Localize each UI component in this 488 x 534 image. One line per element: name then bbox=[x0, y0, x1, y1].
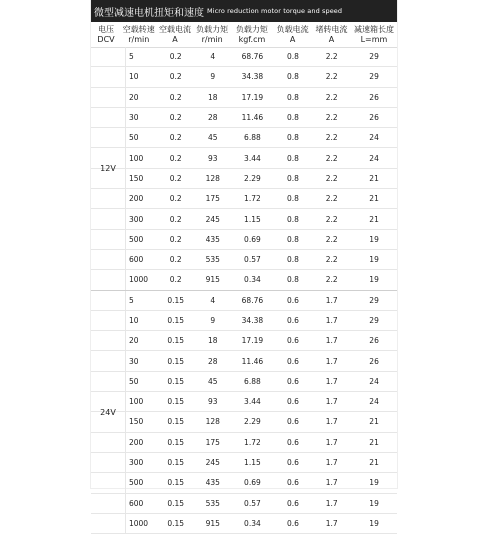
cell-load-current: 0.8 bbox=[286, 133, 299, 143]
cell-no-load-speed: 5 bbox=[128, 52, 134, 62]
cell-no-load-current: 0.2 bbox=[169, 133, 182, 143]
cell-no-load-current: 0.2 bbox=[169, 194, 182, 204]
cell-gearbox-length: 26 bbox=[369, 356, 379, 366]
cell-load-torque: 6.88 bbox=[244, 133, 261, 143]
cell-gearbox-length: 26 bbox=[369, 336, 379, 346]
cell-load-torque: 34.38 bbox=[241, 316, 264, 325]
cell-load-current: 0.6 bbox=[286, 336, 299, 346]
cell-gearbox-length: 21 bbox=[369, 173, 379, 183]
cell-no-load-current: 0.15 bbox=[167, 295, 185, 305]
cell-no-load-current: 0.15 bbox=[167, 316, 185, 325]
table-row bbox=[91, 209, 397, 229]
cell-load-torque: 3.44 bbox=[244, 153, 261, 163]
cell-load-current: 0.8 bbox=[286, 255, 299, 265]
cell-stall-current: 1.7 bbox=[325, 518, 338, 528]
cell-load-torque: 1.72 bbox=[244, 194, 261, 204]
table-row bbox=[91, 433, 397, 453]
cell-gearbox-length: 21 bbox=[369, 214, 379, 224]
cell-load-torque: 11.46 bbox=[241, 113, 264, 123]
cell-no-load-current: 0.15 bbox=[167, 478, 185, 488]
cell-load-current: 0.6 bbox=[286, 478, 299, 488]
cell-stall-current: 1.7 bbox=[325, 316, 338, 325]
cell-load-current: 0.8 bbox=[286, 153, 299, 163]
table-row bbox=[91, 128, 397, 148]
cell-load-current: 0.8 bbox=[286, 173, 299, 183]
table-row bbox=[91, 412, 397, 432]
cell-no-load-speed: 100 bbox=[128, 153, 144, 163]
cell-stall-current: 2.2 bbox=[325, 52, 338, 62]
cell-load-current: 0.6 bbox=[286, 356, 299, 366]
cell-stall-current: 2.2 bbox=[325, 194, 338, 204]
cell-no-load-current: 0.2 bbox=[169, 52, 182, 62]
cell-load-speed: 9 bbox=[210, 72, 216, 82]
cell-load-current: 0.8 bbox=[286, 214, 299, 224]
table-row bbox=[91, 372, 397, 392]
cell-gearbox-length: 26 bbox=[369, 92, 379, 102]
table-row bbox=[91, 169, 397, 189]
cell-load-speed: 915 bbox=[205, 275, 220, 285]
cell-load-speed: 435 bbox=[205, 234, 220, 244]
cell-load-torque: 1.15 bbox=[244, 214, 261, 224]
cell-stall-current: 1.7 bbox=[325, 437, 338, 447]
cell-load-current: 0.6 bbox=[286, 518, 299, 528]
cell-load-speed: 435 bbox=[205, 478, 220, 488]
voltage-divider bbox=[125, 291, 126, 534]
cell-gearbox-length: 19 bbox=[369, 498, 379, 508]
table-row bbox=[91, 270, 397, 290]
cell-stall-current: 2.2 bbox=[325, 133, 338, 143]
cell-no-load-speed: 600 bbox=[128, 498, 144, 508]
cell-load-current: 0.6 bbox=[286, 498, 299, 508]
title-chinese: 微型减速电机扭矩和速度 bbox=[94, 7, 204, 19]
cell-stall-current: 2.2 bbox=[325, 113, 338, 123]
cell-load-speed: 45 bbox=[207, 376, 218, 386]
cell-gearbox-length: 29 bbox=[369, 52, 379, 62]
cell-load-torque: 11.46 bbox=[241, 356, 264, 366]
cell-gearbox-length: 19 bbox=[369, 255, 379, 265]
cell-load-current: 0.8 bbox=[286, 113, 299, 123]
cell-load-speed: 535 bbox=[205, 498, 220, 508]
cell-no-load-speed: 1000 bbox=[128, 518, 149, 528]
cell-gearbox-length: 19 bbox=[369, 518, 379, 528]
cell-no-load-speed: 50 bbox=[128, 376, 139, 386]
table-row bbox=[91, 392, 397, 412]
cell-load-torque: 0.57 bbox=[244, 255, 261, 265]
cell-load-current: 0.6 bbox=[286, 417, 299, 427]
table-row bbox=[91, 88, 397, 108]
cell-gearbox-length: 19 bbox=[369, 234, 379, 244]
cell-gearbox-length: 19 bbox=[369, 275, 379, 285]
cell-load-current: 0.8 bbox=[286, 72, 299, 82]
cell-stall-current: 1.7 bbox=[325, 295, 338, 305]
table-row bbox=[91, 453, 397, 473]
cell-load-torque: 68.76 bbox=[241, 52, 264, 62]
cell-no-load-current: 0.2 bbox=[169, 214, 182, 224]
header-gearbox-length: 减速箱长度 L=mm bbox=[353, 25, 394, 44]
cell-no-load-speed: 50 bbox=[128, 133, 139, 143]
cell-load-current: 0.8 bbox=[286, 234, 299, 244]
cell-stall-current: 1.7 bbox=[325, 356, 338, 366]
cell-stall-current: 1.7 bbox=[325, 397, 338, 407]
table-body bbox=[91, 47, 397, 534]
table-row bbox=[91, 473, 397, 493]
table-row bbox=[91, 148, 397, 168]
cell-load-torque: 17.19 bbox=[241, 92, 264, 102]
cell-no-load-speed: 500 bbox=[128, 478, 144, 488]
cell-stall-current: 2.2 bbox=[325, 234, 338, 244]
cell-load-speed: 915 bbox=[205, 518, 220, 528]
cell-load-current: 0.8 bbox=[286, 275, 299, 285]
cell-no-load-speed: 200 bbox=[128, 437, 144, 447]
table-row bbox=[91, 494, 397, 514]
cell-no-load-speed: 20 bbox=[128, 92, 139, 102]
cell-load-torque: 68.76 bbox=[241, 295, 264, 305]
cell-load-torque: 1.72 bbox=[244, 437, 261, 447]
table-row bbox=[91, 311, 397, 331]
cell-load-speed: 4 bbox=[210, 52, 216, 62]
cell-load-speed: 245 bbox=[205, 214, 220, 224]
cell-gearbox-length: 21 bbox=[369, 458, 379, 468]
cell-no-load-current: 0.15 bbox=[167, 376, 185, 386]
cell-no-load-current: 0.15 bbox=[167, 437, 185, 447]
cell-no-load-speed: 300 bbox=[128, 458, 144, 468]
cell-load-torque: 1.15 bbox=[244, 458, 261, 468]
cell-no-load-current: 0.2 bbox=[169, 234, 182, 244]
cell-stall-current: 1.7 bbox=[325, 478, 338, 488]
cell-load-current: 0.6 bbox=[286, 458, 299, 468]
cell-no-load-current: 0.15 bbox=[167, 397, 185, 407]
cell-no-load-current: 0.15 bbox=[167, 458, 185, 468]
cell-no-load-current: 0.2 bbox=[169, 173, 182, 183]
cell-load-torque: 17.19 bbox=[241, 336, 264, 346]
spec-sheet bbox=[91, 0, 397, 528]
header-load-torque: 负载力矩 kgf.cm bbox=[235, 25, 268, 44]
cell-no-load-current: 0.2 bbox=[169, 255, 182, 265]
voltage-divider bbox=[125, 47, 126, 291]
cell-gearbox-length: 24 bbox=[369, 133, 379, 143]
cell-stall-current: 2.2 bbox=[325, 173, 338, 183]
group-divider bbox=[91, 290, 397, 291]
table-row bbox=[91, 351, 397, 371]
cell-gearbox-length: 19 bbox=[369, 478, 379, 488]
cell-load-torque: 0.34 bbox=[244, 518, 261, 528]
cell-load-torque: 2.29 bbox=[244, 417, 261, 427]
table-row bbox=[91, 514, 397, 534]
table-row bbox=[91, 230, 397, 250]
cell-gearbox-length: 29 bbox=[369, 295, 379, 305]
cell-stall-current: 2.2 bbox=[325, 255, 338, 265]
cell-no-load-speed: 150 bbox=[128, 173, 144, 183]
cell-no-load-current: 0.15 bbox=[167, 498, 185, 508]
cell-load-current: 0.8 bbox=[286, 52, 299, 62]
cell-load-speed: 9 bbox=[210, 316, 216, 325]
cell-no-load-speed: 20 bbox=[128, 336, 139, 346]
cell-no-load-current: 0.2 bbox=[169, 153, 182, 163]
cell-no-load-speed: 1000 bbox=[128, 275, 149, 285]
cell-stall-current: 2.2 bbox=[325, 214, 338, 224]
cell-no-load-speed: 200 bbox=[128, 194, 144, 204]
header-no-load-current: 空载电流 A bbox=[159, 25, 191, 44]
table-row bbox=[91, 108, 397, 128]
cell-load-current: 0.6 bbox=[286, 376, 299, 386]
cell-stall-current: 2.2 bbox=[325, 92, 338, 102]
cell-load-current: 0.6 bbox=[286, 295, 299, 305]
table-row bbox=[91, 291, 397, 311]
cell-no-load-speed: 300 bbox=[128, 214, 144, 224]
cell-load-current: 0.8 bbox=[286, 92, 299, 102]
cell-load-torque: 0.69 bbox=[244, 234, 261, 244]
cell-gearbox-length: 21 bbox=[369, 194, 379, 204]
table-header bbox=[91, 23, 397, 48]
cell-load-torque: 6.88 bbox=[244, 376, 261, 386]
header-no-load-speed: 空载转速 r/min bbox=[122, 25, 155, 44]
cell-load-speed: 535 bbox=[205, 255, 220, 265]
table-row bbox=[91, 331, 397, 351]
cell-stall-current: 1.7 bbox=[325, 417, 338, 427]
cell-load-speed: 18 bbox=[207, 92, 218, 102]
cell-no-load-speed: 30 bbox=[128, 113, 139, 123]
cell-gearbox-length: 29 bbox=[369, 72, 379, 82]
table-row bbox=[91, 189, 397, 209]
table-row bbox=[91, 250, 397, 270]
cell-load-speed: 4 bbox=[210, 295, 216, 305]
header-voltage: 电压 DCV bbox=[97, 25, 115, 44]
voltage-label: 24V bbox=[100, 407, 116, 417]
cell-load-speed: 18 bbox=[207, 336, 218, 346]
header-load-speed: 负载力矩 r/min bbox=[196, 25, 229, 44]
cell-load-current: 0.6 bbox=[286, 437, 299, 447]
cell-no-load-current: 0.15 bbox=[167, 417, 185, 427]
cell-load-torque: 3.44 bbox=[244, 397, 261, 407]
cell-stall-current: 2.2 bbox=[325, 153, 338, 163]
cell-load-speed: 128 bbox=[205, 417, 220, 427]
cell-no-load-speed: 10 bbox=[128, 316, 139, 325]
cell-no-load-speed: 5 bbox=[128, 295, 134, 305]
cell-load-torque: 2.29 bbox=[244, 173, 261, 183]
cell-load-torque: 0.34 bbox=[244, 275, 261, 285]
cell-no-load-current: 0.15 bbox=[167, 356, 185, 366]
cell-gearbox-length: 24 bbox=[369, 397, 379, 407]
title-bar bbox=[91, 0, 397, 22]
cell-gearbox-length: 24 bbox=[369, 376, 379, 386]
cell-no-load-current: 0.15 bbox=[167, 336, 185, 346]
cell-no-load-current: 0.2 bbox=[169, 92, 182, 102]
table-row bbox=[91, 47, 397, 67]
cell-load-torque: 34.38 bbox=[241, 72, 264, 82]
cell-load-speed: 93 bbox=[207, 153, 218, 163]
header-stall-current: 堵转电流 A bbox=[315, 25, 348, 44]
cell-stall-current: 1.7 bbox=[325, 376, 338, 386]
cell-stall-current: 1.7 bbox=[325, 336, 338, 346]
cell-load-torque: 0.69 bbox=[244, 478, 261, 488]
cell-load-speed: 28 bbox=[207, 356, 218, 366]
header-load-current: 负载电流 A bbox=[276, 25, 309, 44]
cell-stall-current: 1.7 bbox=[325, 458, 338, 468]
cell-no-load-current: 0.15 bbox=[167, 518, 185, 528]
cell-stall-current: 2.2 bbox=[325, 275, 338, 285]
cell-no-load-current: 0.2 bbox=[169, 72, 182, 82]
cell-load-current: 0.6 bbox=[286, 397, 299, 407]
voltage-label: 12V bbox=[100, 164, 116, 174]
cell-load-speed: 245 bbox=[205, 458, 220, 468]
cell-stall-current: 1.7 bbox=[325, 498, 338, 508]
cell-load-speed: 93 bbox=[207, 397, 218, 407]
cell-no-load-speed: 500 bbox=[128, 234, 144, 244]
cell-gearbox-length: 24 bbox=[369, 153, 379, 163]
cell-load-speed: 28 bbox=[207, 113, 218, 123]
cell-load-speed: 175 bbox=[205, 437, 220, 447]
cell-no-load-speed: 100 bbox=[128, 397, 144, 407]
cell-load-speed: 45 bbox=[207, 133, 218, 143]
cell-load-speed: 128 bbox=[205, 173, 220, 183]
cell-no-load-current: 0.2 bbox=[169, 275, 182, 285]
cell-no-load-speed: 30 bbox=[128, 356, 139, 366]
title-english: Micro reduction motor torque and speed bbox=[207, 7, 343, 15]
cell-gearbox-length: 29 bbox=[369, 316, 379, 325]
table-row bbox=[91, 67, 397, 87]
cell-no-load-speed: 10 bbox=[128, 72, 139, 82]
cell-load-current: 0.6 bbox=[286, 316, 299, 325]
cell-gearbox-length: 26 bbox=[369, 113, 379, 123]
cell-gearbox-length: 21 bbox=[369, 437, 379, 447]
cell-no-load-current: 0.2 bbox=[169, 113, 182, 123]
cell-no-load-speed: 600 bbox=[128, 255, 144, 265]
cell-load-current: 0.8 bbox=[286, 194, 299, 204]
cell-load-speed: 175 bbox=[205, 194, 220, 204]
cell-no-load-speed: 150 bbox=[128, 417, 144, 427]
cell-gearbox-length: 21 bbox=[369, 417, 379, 427]
cell-load-torque: 0.57 bbox=[244, 498, 261, 508]
cell-stall-current: 2.2 bbox=[325, 72, 338, 82]
